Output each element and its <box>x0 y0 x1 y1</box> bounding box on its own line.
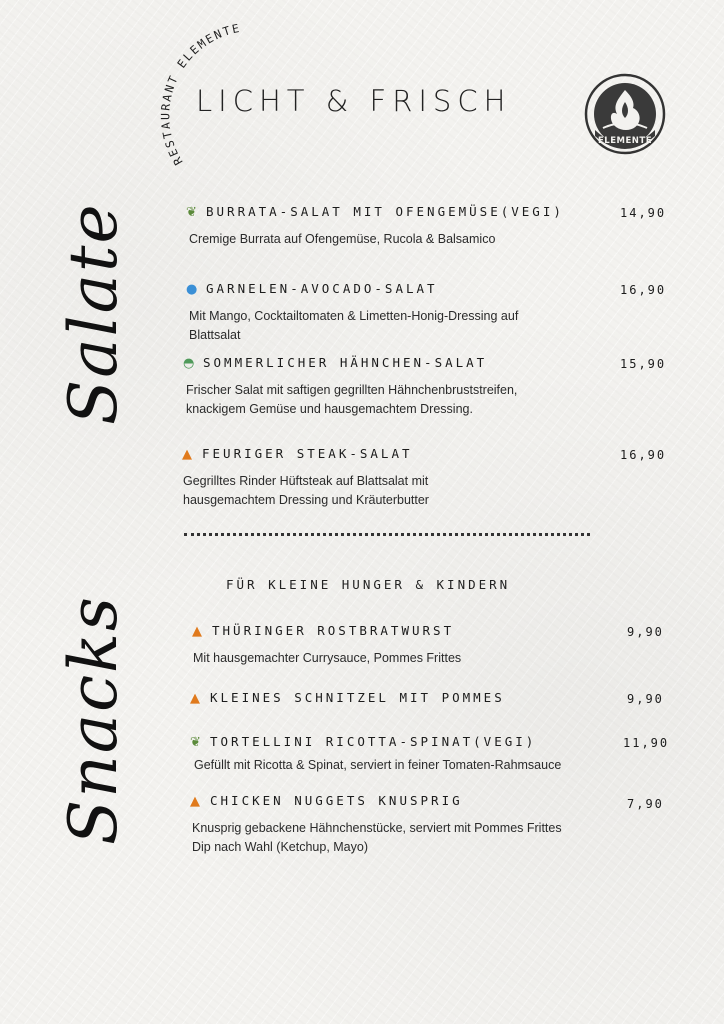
menu-item-description: Blattsalat <box>189 328 241 342</box>
menu-item <box>190 690 620 706</box>
fire-icon: ▲ <box>192 624 205 639</box>
menu-item-description: Dip nach Wahl (Ketchup, Mayo) <box>192 840 369 854</box>
snacks-subheading: FÜR KLEINE HUNGER & KINDERN <box>226 577 511 592</box>
menu-item-description: Gefüllt mit Ricotta & Spinat, serviert in feiner Tomaten-Rahmsauce <box>194 758 562 772</box>
menu-item-price: 9,90 <box>627 625 664 639</box>
menu-item-description: Frischer Salat mit saftigen gegrillten Hähnchenbruststreifen, <box>186 383 518 397</box>
section-divider <box>184 533 590 536</box>
menu-item-name: TORTELLINI RICOTTA-SPINAT(VEGI) <box>210 734 537 749</box>
menu-item-name: CHICKEN NUGGETS KNUSPRIG <box>210 793 463 808</box>
menu-item-price: 7,90 <box>627 797 664 811</box>
menu-item-name: SOMMERLICHER HÄHNCHEN-SALAT <box>203 355 488 370</box>
menu-item-price: 15,90 <box>620 357 667 371</box>
menu-item-price: 16,90 <box>620 448 667 462</box>
menu-item-description: knackigem Gemüse und hausgemachtem Dressing. <box>186 402 473 416</box>
menu-item-description: Mit Mango, Cocktailtomaten & Limetten-Honig-Dressing auf <box>189 309 519 323</box>
menu-item-price: 9,90 <box>627 692 664 706</box>
menu-item-price: 16,90 <box>620 283 667 297</box>
herb-icon: ❦ <box>186 205 200 220</box>
menu-item <box>182 446 602 510</box>
menu-item-name: FEURIGER STEAK-SALAT <box>202 446 413 461</box>
menu-item-price: 11,90 <box>623 736 670 750</box>
menu-item-name: GARNELEN-AVOCADO-SALAT <box>206 281 438 296</box>
menu-item <box>190 793 620 857</box>
salad-bowl-icon: ◓ <box>183 356 198 371</box>
menu-item-description: Knusprig gebackene Hähnchenstücke, serviert mit Pommes Frittes <box>192 821 562 835</box>
menu-item <box>183 355 603 419</box>
restaurant-logo <box>583 72 667 156</box>
menu-item-name: BURRATA-SALAT MIT OFENGEMÜSE(VEGI) <box>206 204 564 219</box>
page-title: LICHT & FRISCH <box>196 84 512 118</box>
menu-item <box>192 623 622 668</box>
fire-icon: ▲ <box>182 447 195 462</box>
menu-item-description: Cremige Burrata auf Ofengemüse, Rucola & Balsamico <box>189 232 496 246</box>
section-label-snacks: Snacks <box>55 595 132 845</box>
menu-item <box>186 281 606 345</box>
menu-item-description: Gegrilltes Rinder Hüftsteak auf Blattsalat mit <box>183 474 429 488</box>
herb-icon: ❦ <box>190 735 204 750</box>
menu-item <box>190 734 620 775</box>
menu-item-name: KLEINES SCHNITZEL MIT POMMES <box>210 690 505 705</box>
menu-item-price: 14,90 <box>620 206 667 220</box>
menu-item-description: hausgemachtem Dressing und Kräuterbutter <box>183 493 429 507</box>
menu-item-description: Mit hausgemachter Currysauce, Pommes Frittes <box>193 651 462 665</box>
logo-text: ELEMENTE <box>597 136 653 146</box>
menu-item <box>186 204 606 249</box>
fire-icon: ▲ <box>190 794 203 809</box>
restaurant-name-arc-text: RESTAURANT ELEMENTE <box>158 22 243 168</box>
water-drop-icon: ● <box>186 282 201 297</box>
menu-item-name: THÜRINGER ROSTBRATWURST <box>212 623 455 638</box>
fire-icon: ▲ <box>190 691 203 706</box>
section-label-salate: Salate <box>55 202 132 425</box>
